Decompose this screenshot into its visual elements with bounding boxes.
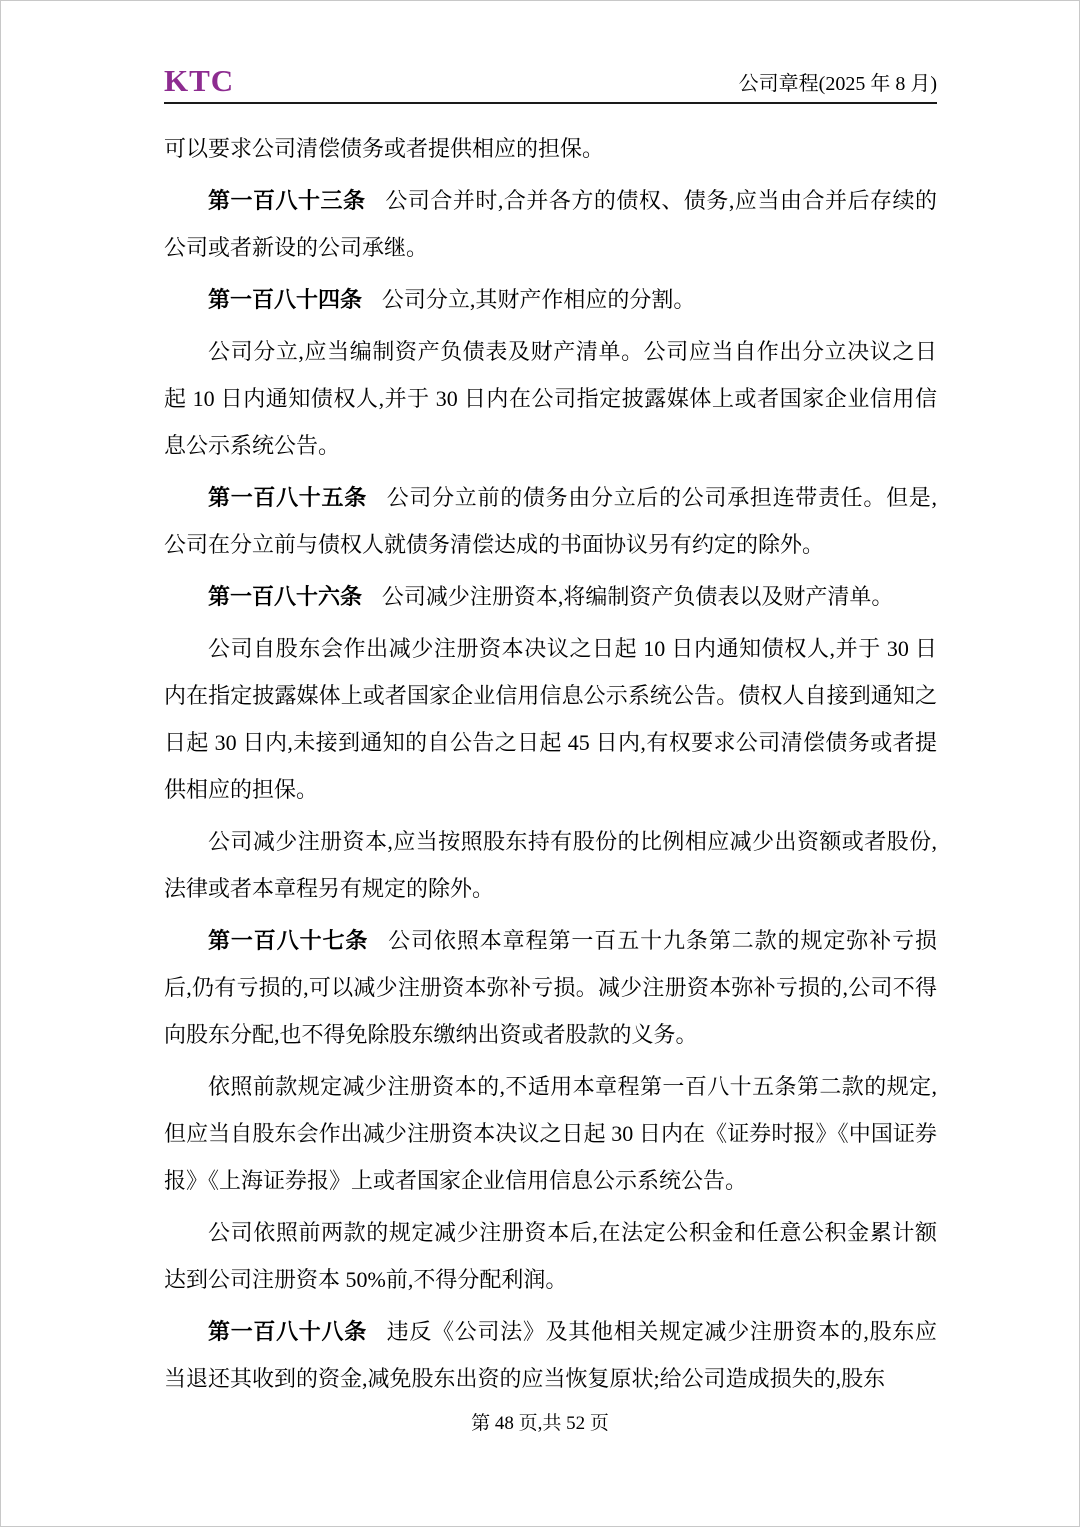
article-number: 第一百八十八条 [208,1319,367,1344]
article-number: 第一百八十七条 [208,928,369,953]
article-number: 第一百八十四条 [208,287,363,312]
article-paragraph [164,1308,937,1402]
article-text: 违反《公司法》及其他相关规定减少注册资本的,股东应当退还其收到的资金,减免股东出资的应当恢复原状;给公司造成损失的,股东 [164,1319,937,1391]
article-paragraph [164,917,937,1058]
paragraph-text: 依照前款规定减少注册资本的,不适用本章程第一百八十五条第二款的规定,但应当自股东会作出减少注册资本决议之日起 30 日内在《证券时报》《中国证券报》《上海证券报》上或者国家企业信用信息公示系统公告。 [164,1074,937,1193]
article-text: 公司分立前的债务由分立后的公司承担连带责任。但是,公司在分立前与债权人就债务清偿达成的书面协议另有约定的除外。 [164,485,937,557]
article-text: 公司依照本章程第一百五十九条第二款的规定弥补亏损后,仍有亏损的,可以减少注册资本弥补亏损。减少注册资本弥补亏损的,公司不得向股东分配,也不得免除股东缴纳出资或者股款的义务。 [164,928,937,1047]
page-footer [1,1411,1079,1437]
article-paragraph [164,276,937,323]
article-text: 公司分立,其财产作相应的分割。 [381,287,696,312]
paragraph [164,1209,937,1303]
article-text: 公司减少注册资本,将编制资产负债表以及财产清单。 [381,584,894,609]
article-number: 第一百八十三条 [208,188,366,213]
article-number: 第一百八十五条 [208,485,367,510]
document-title: 公司章程(2025 年 8 月) [738,73,937,95]
paragraph [164,818,937,912]
company-logo: KTC [164,63,235,98]
page-number: 第 48 页,共 52 页 [471,1413,609,1434]
paragraph-text: 公司依照前两款的规定减少注册资本后,在法定公积金和任意公积金累计额达到公司注册资本 50%前,不得分配利润。 [164,1220,937,1292]
article-paragraph [164,177,937,271]
paragraph [164,1063,937,1204]
document-body [164,125,937,1402]
article-paragraph [164,474,937,568]
article-text: 公司合并时,合并各方的债权、债务,应当由合并后存续的公司或者新设的公司承继。 [164,188,937,260]
page-header [164,65,937,104]
paragraph [164,328,937,469]
paragraph-text: 公司分立,应当编制资产负债表及财产清单。公司应当自作出分立决议之日起 10 日内通知债权人,并于 30 日内在公司指定披露媒体上或者国家企业信用信息公示系统公告。 [164,339,937,458]
paragraph-text: 可以要求公司清偿债务或者提供相应的担保。 [164,136,605,161]
paragraph [164,125,937,172]
article-paragraph [164,573,937,620]
article-number: 第一百八十六条 [208,584,363,609]
paragraph [164,625,937,813]
paragraph-text: 公司减少注册资本,应当按照股东持有股份的比例相应减少出资额或者股份,法律或者本章程另有规定的除外。 [164,829,937,901]
paragraph-text: 公司自股东会作出减少注册资本决议之日起 10 日内通知债权人,并于 30 日内在指定披露媒体上或者国家企业信用信息公示系统公告。债权人自接到通知之日起 30 日内,未接到通知的自公告之日起 45 日内,有权要求公司清偿债务或者提供相应的担保。 [164,636,937,802]
